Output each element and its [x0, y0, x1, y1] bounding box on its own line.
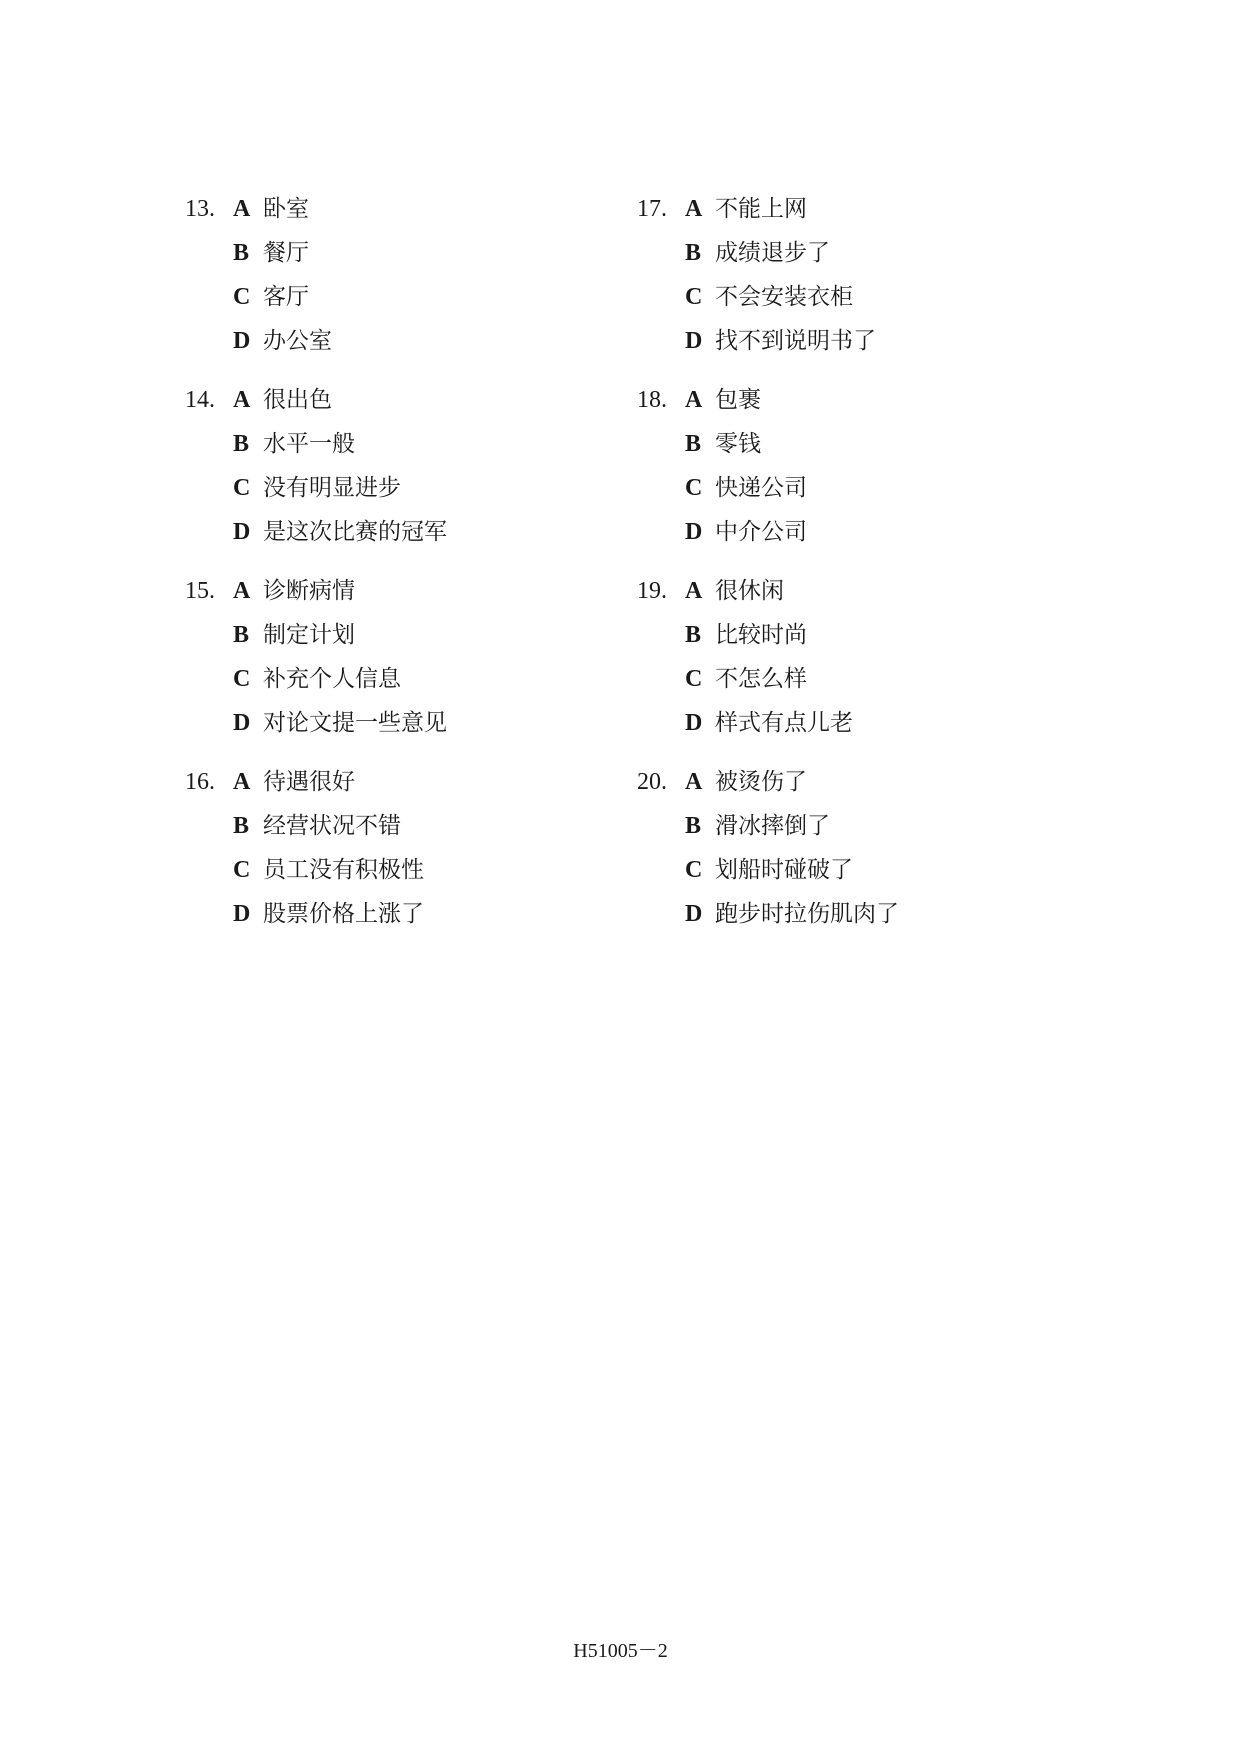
option-row	[637, 275, 1057, 319]
option-row	[637, 569, 1057, 613]
option-letter: A	[685, 196, 703, 222]
option-row	[185, 892, 605, 936]
option-letter: A	[685, 769, 703, 795]
option-text: 被烫伤了	[715, 769, 807, 795]
option-row	[185, 657, 605, 701]
option-text: 没有明显进步	[263, 475, 401, 501]
option-letter: C	[233, 666, 251, 692]
option-row	[185, 760, 605, 804]
option-letter: D	[233, 328, 251, 354]
option-row	[637, 892, 1057, 936]
question-19	[637, 569, 1057, 745]
option-text: 是这次比赛的冠军	[263, 519, 447, 545]
option-letter: B	[685, 813, 702, 839]
question-number: 13.	[185, 196, 215, 222]
option-text: 不能上网	[715, 196, 807, 222]
option-text: 不怎么样	[715, 666, 807, 692]
question-number: 20.	[637, 769, 667, 795]
option-letter: C	[685, 475, 703, 501]
option-text: 制定计划	[263, 622, 355, 648]
option-letter: C	[685, 857, 703, 883]
option-text: 包裹	[715, 387, 761, 413]
question-15	[185, 569, 605, 745]
question-18	[637, 378, 1057, 554]
question-number: 18.	[637, 387, 667, 413]
question-17	[637, 187, 1057, 363]
option-text: 划船时碰破了	[715, 857, 853, 883]
option-letter: C	[685, 284, 703, 310]
page-footer: H51005－2	[573, 1640, 668, 1662]
question-number: 14.	[185, 387, 215, 413]
question-number: 15.	[185, 578, 215, 604]
option-text: 客厅	[263, 284, 309, 310]
option-row	[637, 378, 1057, 422]
option-row	[637, 422, 1057, 466]
option-letter: D	[685, 328, 703, 354]
option-letter: D	[233, 519, 251, 545]
option-letter: A	[233, 387, 251, 413]
option-text: 不会安装衣柜	[715, 284, 853, 310]
option-letter: D	[233, 901, 251, 927]
option-letter: C	[233, 284, 251, 310]
option-row	[637, 848, 1057, 892]
question-13	[185, 187, 605, 363]
option-text: 成绩退步了	[715, 240, 830, 266]
option-letter: D	[233, 710, 251, 736]
option-letter: A	[233, 196, 251, 222]
option-row	[185, 510, 605, 554]
option-text: 比较时尚	[715, 622, 807, 648]
option-letter: C	[233, 857, 251, 883]
option-text: 中介公司	[715, 519, 807, 545]
option-text: 办公室	[263, 328, 332, 354]
option-letter: B	[233, 431, 250, 457]
option-text: 很休闲	[715, 578, 784, 604]
question-16	[185, 760, 605, 936]
option-text: 零钱	[715, 431, 761, 457]
question-20	[637, 760, 1057, 936]
option-row	[185, 804, 605, 848]
question-number: 17.	[637, 196, 667, 222]
option-letter: A	[685, 578, 703, 604]
option-row	[637, 804, 1057, 848]
option-letter: B	[685, 431, 702, 457]
option-letter: B	[233, 240, 250, 266]
option-row	[185, 378, 605, 422]
option-letter: D	[685, 901, 703, 927]
option-text: 补充个人信息	[263, 666, 401, 692]
option-row	[185, 466, 605, 510]
option-row	[185, 848, 605, 892]
option-row	[185, 319, 605, 363]
question-number: 16.	[185, 769, 215, 795]
option-text: 餐厅	[263, 240, 309, 266]
option-letter: C	[685, 666, 703, 692]
option-row	[185, 231, 605, 275]
option-text: 样式有点儿老	[715, 710, 853, 736]
option-letter: B	[233, 622, 250, 648]
option-row	[185, 275, 605, 319]
option-letter: B	[233, 813, 250, 839]
option-text: 很出色	[263, 387, 332, 413]
option-row	[185, 422, 605, 466]
option-text: 待遇很好	[263, 769, 355, 795]
option-letter: A	[233, 769, 251, 795]
option-row	[637, 187, 1057, 231]
option-text: 经营状况不错	[263, 813, 401, 839]
option-row	[185, 569, 605, 613]
option-text: 员工没有积极性	[263, 857, 424, 883]
option-row	[637, 657, 1057, 701]
option-text: 滑冰摔倒了	[715, 813, 830, 839]
option-row	[185, 187, 605, 231]
option-letter: B	[685, 622, 702, 648]
option-row	[637, 510, 1057, 554]
option-text: 对论文提一些意见	[263, 710, 447, 736]
option-row	[185, 613, 605, 657]
option-text: 卧室	[263, 196, 309, 222]
option-letter: A	[685, 387, 703, 413]
option-letter: C	[233, 475, 251, 501]
option-row	[637, 701, 1057, 745]
option-row	[637, 613, 1057, 657]
option-letter: D	[685, 519, 703, 545]
option-row	[637, 760, 1057, 804]
option-text: 找不到说明书了	[715, 328, 876, 354]
option-text: 股票价格上涨了	[263, 901, 424, 927]
option-letter: D	[685, 710, 703, 736]
option-letter: A	[233, 578, 251, 604]
option-text: 诊断病情	[263, 578, 355, 604]
option-row	[637, 231, 1057, 275]
option-text: 快递公司	[715, 475, 807, 501]
option-text: 跑步时拉伤肌肉了	[715, 901, 899, 927]
question-number: 19.	[637, 578, 667, 604]
option-letter: B	[685, 240, 702, 266]
option-row	[185, 701, 605, 745]
question-14	[185, 378, 605, 554]
option-row	[637, 319, 1057, 363]
option-text: 水平一般	[263, 431, 355, 457]
option-row	[637, 466, 1057, 510]
